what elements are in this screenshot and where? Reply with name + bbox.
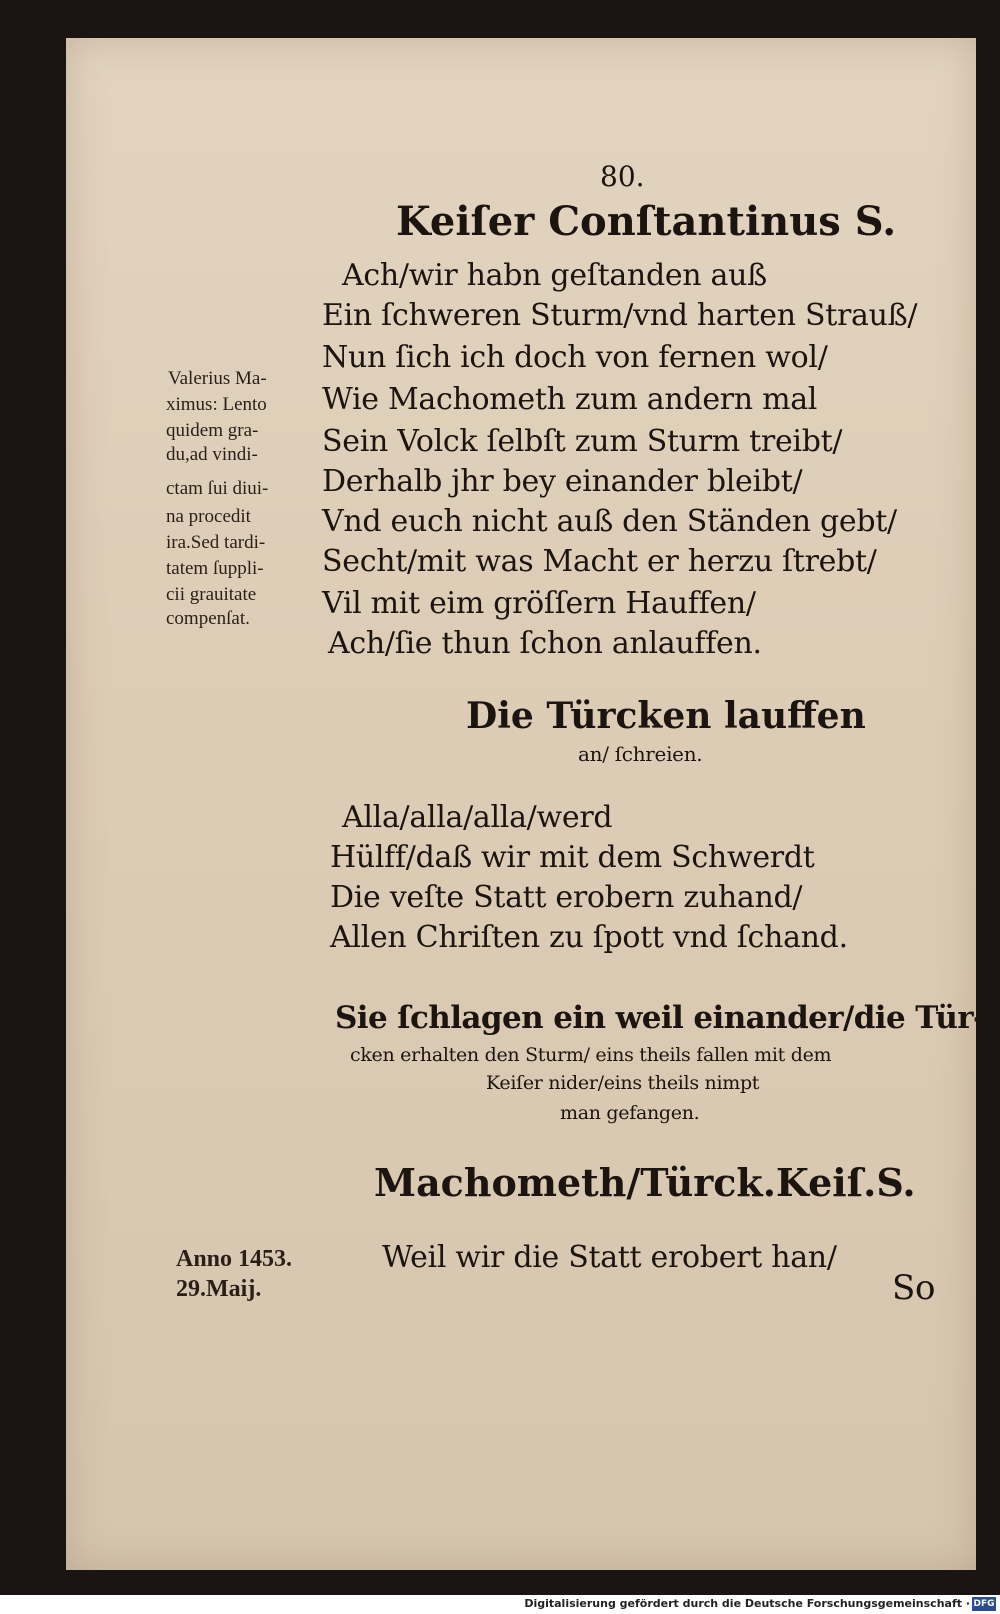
verse-line: Wie Machometh zum andern mal — [322, 382, 818, 417]
verse-line: Derhalb jhr bey einander bleibt/ — [322, 464, 803, 499]
margin-note-line: quidem gra- — [166, 420, 259, 441]
margin-note-line: du,ad vindi- — [166, 444, 258, 465]
margin-note-line: Valerius Ma- — [168, 368, 267, 389]
stage-direction-line: Sie ſchlagen ein weil einander/die Tür- — [335, 1000, 986, 1036]
catchword: So — [892, 1268, 936, 1308]
margin-note-line: cii grauitate — [166, 584, 257, 605]
verse-line: Nun ſich ich doch von fernen wol/ — [322, 340, 828, 375]
verse-line: Allen Chriſten zu ſpott vnd ſchand. — [330, 920, 848, 955]
verse-line: Vil mit eim gröſſern Hauffen/ — [322, 586, 756, 621]
verse-line: Alla/alla/alla/werd — [342, 800, 613, 835]
stage-direction-line: man gefangen. — [560, 1102, 700, 1124]
verse-line: Secht/mit was Macht er herzu ſtrebt/ — [322, 544, 877, 579]
margin-note-line: na procedit — [166, 506, 251, 527]
margin-note-line: ira.Sed tardi- — [166, 532, 266, 553]
page-number: 80. — [600, 160, 645, 193]
verse-line: Hülff/daß wir mit dem Schwerdt — [330, 840, 815, 875]
margin-note-line: 29.Maij. — [176, 1276, 262, 1302]
verse-line: Die veſte Statt erobern zuhand/ — [330, 880, 803, 915]
stage-direction-title: Die Türcken lauffen — [466, 695, 866, 737]
verse-line: Vnd euch nicht auß den Ständen gebt/ — [322, 504, 897, 539]
margin-note-line: ximus: Lento — [166, 394, 267, 415]
verse-line: Ach/ſie thun ſchon anlauffen. — [328, 626, 762, 661]
verse-line: Sein Volck ſelbſt zum Sturm treibt/ — [322, 424, 843, 459]
dfg-logo: DFG — [973, 1599, 995, 1609]
stage-direction-line: Keiſer nider/eins theils nimpt — [486, 1072, 760, 1094]
stage-direction-subtitle: an/ ſchreien. — [578, 742, 703, 766]
verse-line: Ein ſchweren Sturm/vnd harten Strauß/ — [322, 298, 918, 333]
margin-note-line: tatem ſuppli- — [166, 558, 264, 579]
verse-line: Weil wir die Statt erobert han/ — [382, 1240, 837, 1275]
stage-direction-line: cken erhalten den Sturm/ eins theils fallen mit dem — [350, 1044, 832, 1066]
speaker-heading-machometh: Machometh/Türck.Keiſ.S. — [374, 1160, 916, 1205]
margin-note-line: compenſat. — [166, 608, 250, 629]
margin-note-line: ctam ſui diui- — [166, 478, 269, 499]
speaker-heading-constantinus: Keiſer Conſtantinus S. — [396, 198, 897, 245]
margin-note-line: Anno 1453. — [176, 1246, 293, 1272]
footer-credit: Digitalisierung gefördert durch die Deutsche Forschungsgemeinschaft · — [524, 1597, 970, 1610]
verse-line: Ach/wir habn geſtanden auß — [342, 258, 767, 293]
